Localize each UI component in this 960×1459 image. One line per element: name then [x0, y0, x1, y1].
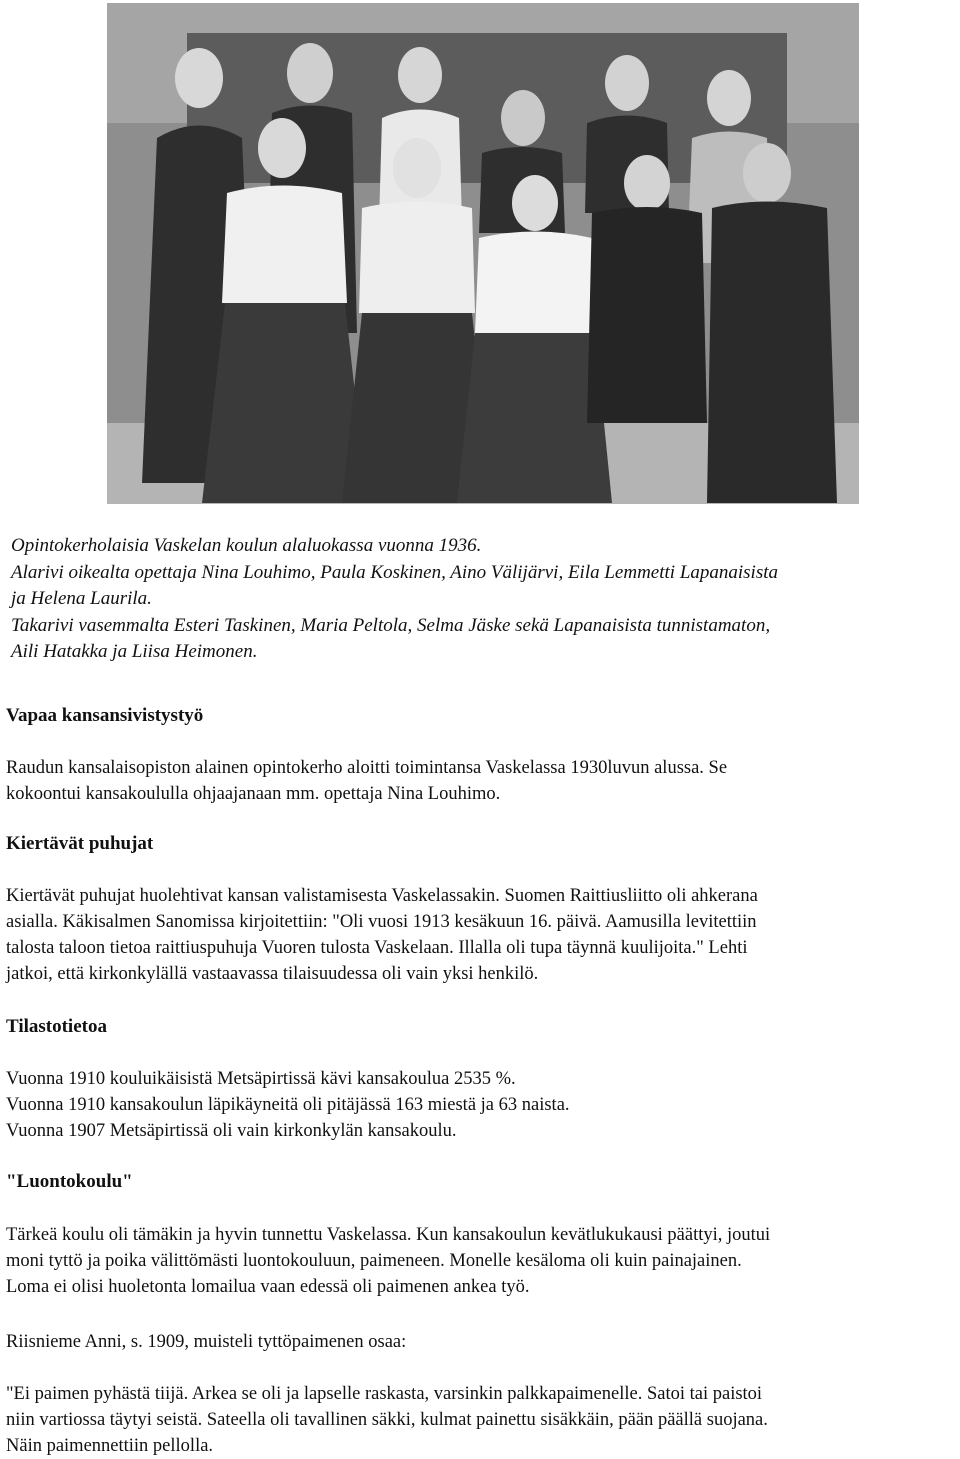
section-heading: Kiertävät puhujat: [6, 833, 154, 854]
text-line: Näin paimennettiin pellolla.: [6, 1436, 214, 1456]
section-heading: "Luontokoulu": [6, 1171, 133, 1192]
caption-line: Takarivi vasemmalta Esteri Taskinen, Maria Peltola, Selma Jäske sekä Lapanaisista tunnistamaton,: [11, 614, 771, 636]
text-line: asialla. Käkisalmen Sanomissa kirjoitettiin: "Oli vuosi 1913 kesäkuun 16. päivä. Aamusilla levitettiin: [6, 912, 757, 932]
section-paragraph: [6, 1381, 956, 1459]
caption-line: Alarivi oikealta opettaja Nina Louhimo, Paula Koskinen, Aino Välijärvi, Eila Lemmetti Lapanaisista: [11, 561, 779, 583]
text-line: Tärkeä koulu oli tämäkin ja hyvin tunnettu Vaskelassa. Kun kansakoulun kevätlukukausi päättyi, joutui: [6, 1225, 771, 1245]
text-line: niin vartiossa täytyi seistä. Sateella oli tavallinen säkki, kulmat painettu sisäkkäin, pään päällä suojana.: [6, 1410, 768, 1430]
photo-caption: [11, 533, 951, 666]
text-line: Raudun kansalaisopiston alainen opintokerho aloitti toimintansa Vaskelassa 1930luvun alussa. Se: [6, 758, 728, 778]
section-heading: Vapaa kansansivistystyö: [6, 705, 204, 726]
caption-line: Aili Hatakka ja Liisa Heimonen.: [11, 641, 258, 662]
group-photograph: [107, 3, 859, 504]
section-paragraph: [6, 1222, 956, 1300]
text-line: kokoontui kansakoululla ohjaajanaan mm. opettaja Nina Louhimo.: [6, 784, 501, 804]
section-paragraph: [6, 883, 956, 987]
text-line: jatkoi, että kirkonkylällä vastaavassa tilaisuudessa oli vain yksi henkilö.: [6, 964, 539, 984]
text-line: moni tyttö ja poika välittömästi luontokouluun, paimeneen. Monelle kesäloma oli kuin painajainen.: [6, 1251, 742, 1271]
section-paragraph: [6, 755, 956, 807]
text-line: Loma ei olisi huoletonta lomailua vaan edessä oli paimenen ankea työ.: [6, 1277, 530, 1297]
text-line: Riisnieme Anni, s. 1909, muisteli tyttöpaimenen osaa:: [6, 1332, 407, 1352]
text-line: Kiertävät puhujat huolehtivat kansan valistamisesta Vaskelassakin. Suomen Raittiusliitto oli ahkerana: [6, 886, 758, 906]
caption-line: Opintokerholaisia Vaskelan koulun alaluokassa vuonna 1936.: [11, 535, 482, 556]
text-line: Vuonna 1910 kansakoulun läpikäyneitä oli pitäjässä 163 miestä ja 63 naista.: [6, 1095, 570, 1115]
text-line: talosta taloon tietoa raittiuspuhuja Vuoren tulosta Vaskelaan. Illalla oli tupa täynnä kuulijoita." Lehti: [6, 938, 748, 958]
section-heading: Tilastotietoa: [6, 1016, 107, 1037]
text-line: Vuonna 1907 Metsäpirtissä oli vain kirkonkylän kansakoulu.: [6, 1121, 457, 1141]
text-line: "Ei paimen pyhästä tiijä. Arkea se oli ja lapselle raskasta, varsinkin palkkapaimenelle. Satoi tai paistoi: [6, 1384, 763, 1404]
section-paragraph: [6, 1066, 956, 1144]
text-line: Vuonna 1910 kouluikäisistä Metsäpirtissä kävi kansakoulua 2535 %.: [6, 1069, 516, 1089]
caption-line: ja Helena Laurila.: [11, 588, 152, 609]
section-paragraph: [6, 1329, 956, 1355]
